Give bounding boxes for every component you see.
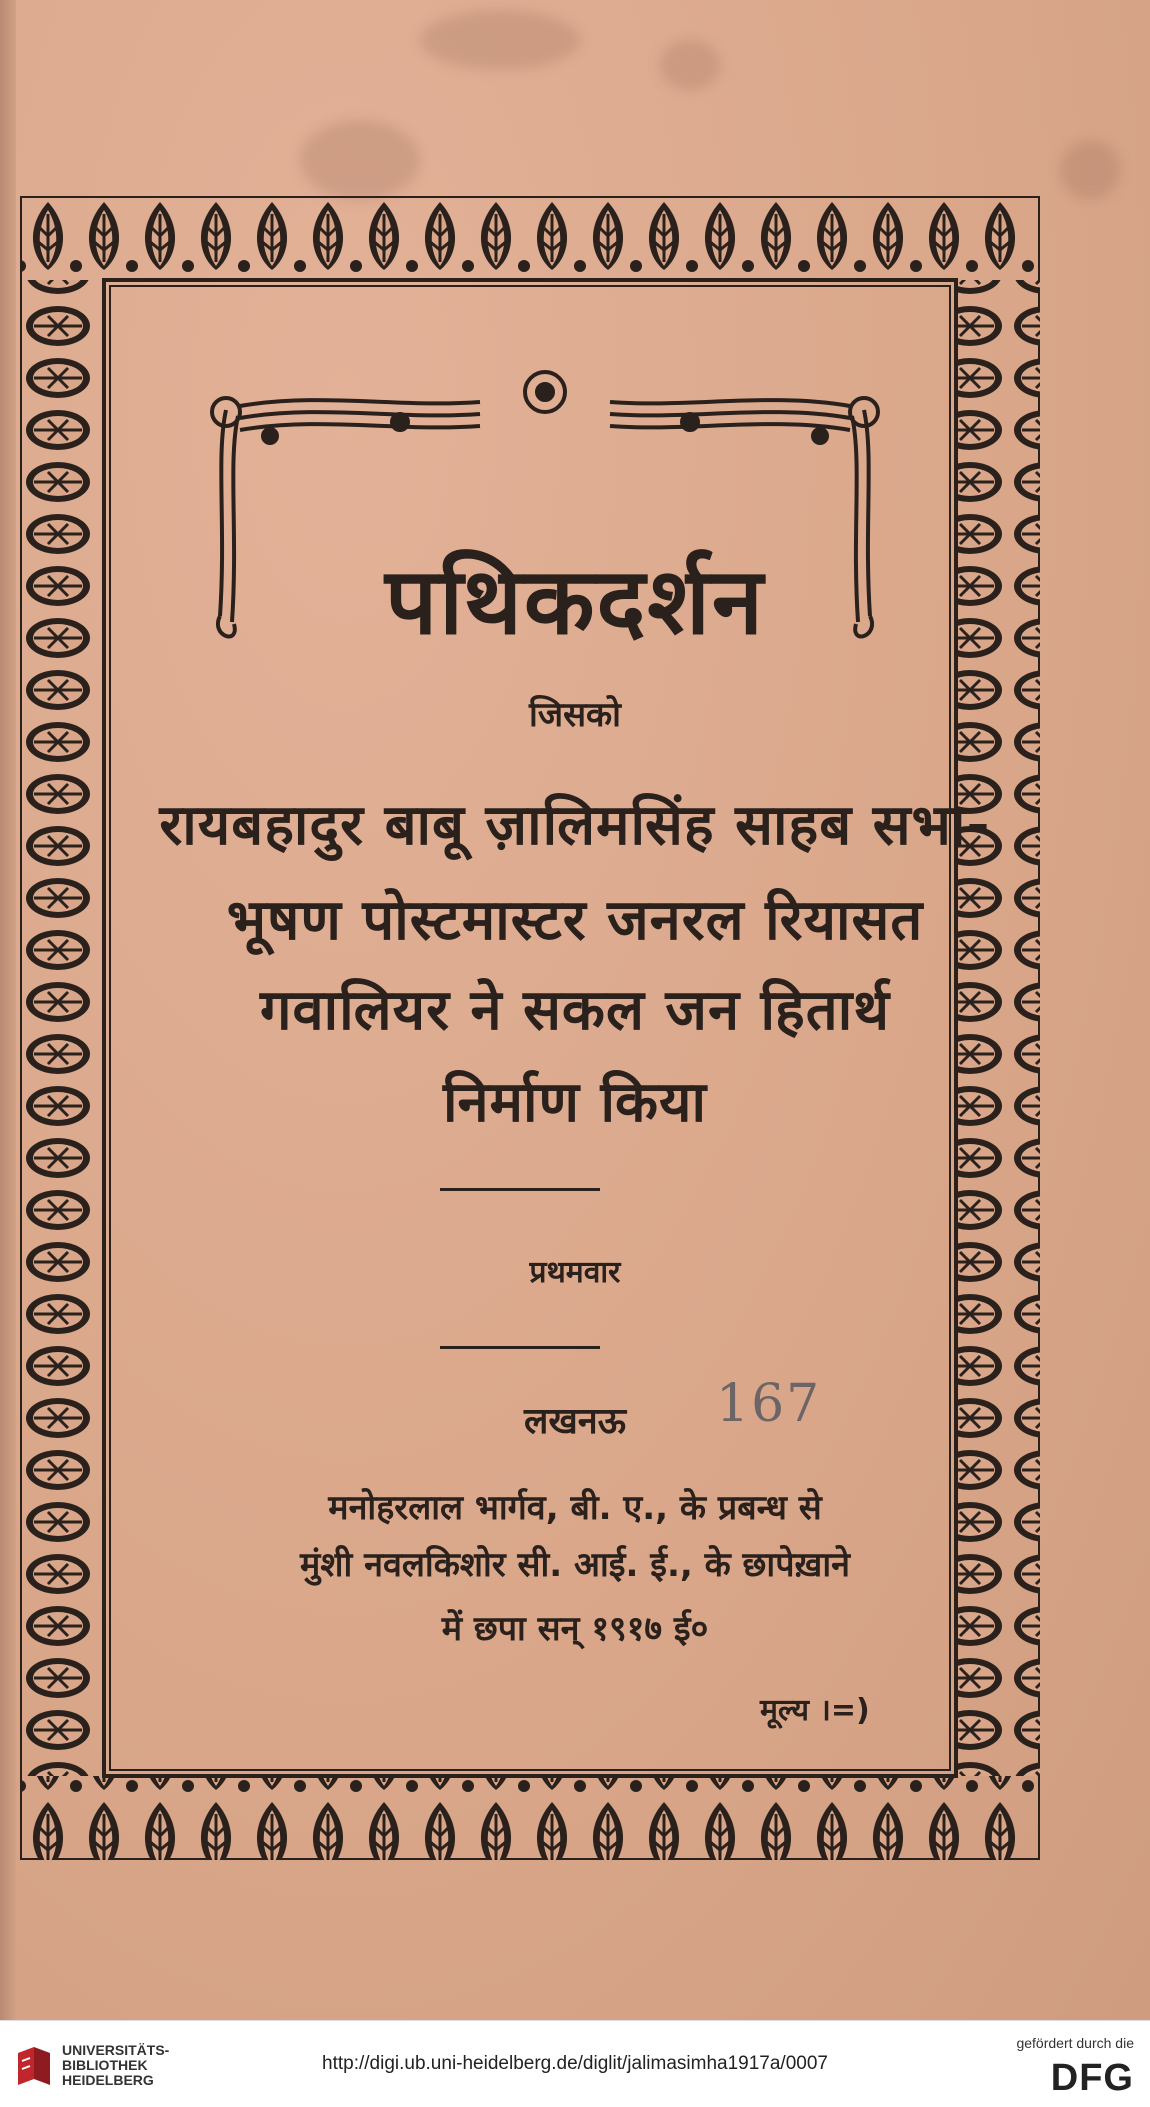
author-line-4: निर्माण किया (442, 1070, 708, 1135)
publisher-line-1: मनोहरलाल भार्गव, बी. ए., के प्रबन्ध से (328, 1488, 822, 1528)
author-line-1: रायबहादुर बाबू ज़ालिमसिंह साहब सभा- (159, 793, 991, 858)
divider-rule (440, 1346, 600, 1349)
price-text: मूल्य ।=) (760, 1693, 870, 1728)
book-title: पथिकदर्शन (384, 548, 765, 655)
permalink-url[interactable]: http://digi.ub.uni-heidelberg.de/diglit/jalimasimha1917a/0007 (322, 2053, 828, 2074)
funding-caption: gefördert durch die (1016, 2035, 1134, 2051)
publication-city: लखनऊ (523, 1401, 627, 1442)
dfg-logo: DFG (1050, 2057, 1134, 2099)
paper-stain (660, 40, 720, 90)
paper-stain (300, 120, 420, 200)
viewer-footer (0, 2020, 1150, 2107)
library-name: UNIVERSITÄTS- BIBLIOTHEK HEIDELBERG (62, 2042, 170, 2088)
subtitle: जिसको (529, 695, 621, 735)
author-line-3: गवालियर ने सकल जन हितार्थ (259, 978, 890, 1043)
paper-stain (420, 10, 580, 70)
edition-text: प्रथमवार (529, 1255, 621, 1290)
author-line-2: भूषण पोस्टमास्टर जनरल रियासत (226, 888, 924, 953)
accession-number-stamp: 167 (716, 1374, 822, 1434)
paper-stain (1060, 140, 1120, 200)
divider-rule (440, 1188, 600, 1191)
publisher-line-2: मुंशी नवलकिशोर सी. आई. ई., के छापेख़ाने (300, 1545, 850, 1585)
publisher-line-3: में छपा सन् १९१७ ई० (441, 1609, 709, 1649)
